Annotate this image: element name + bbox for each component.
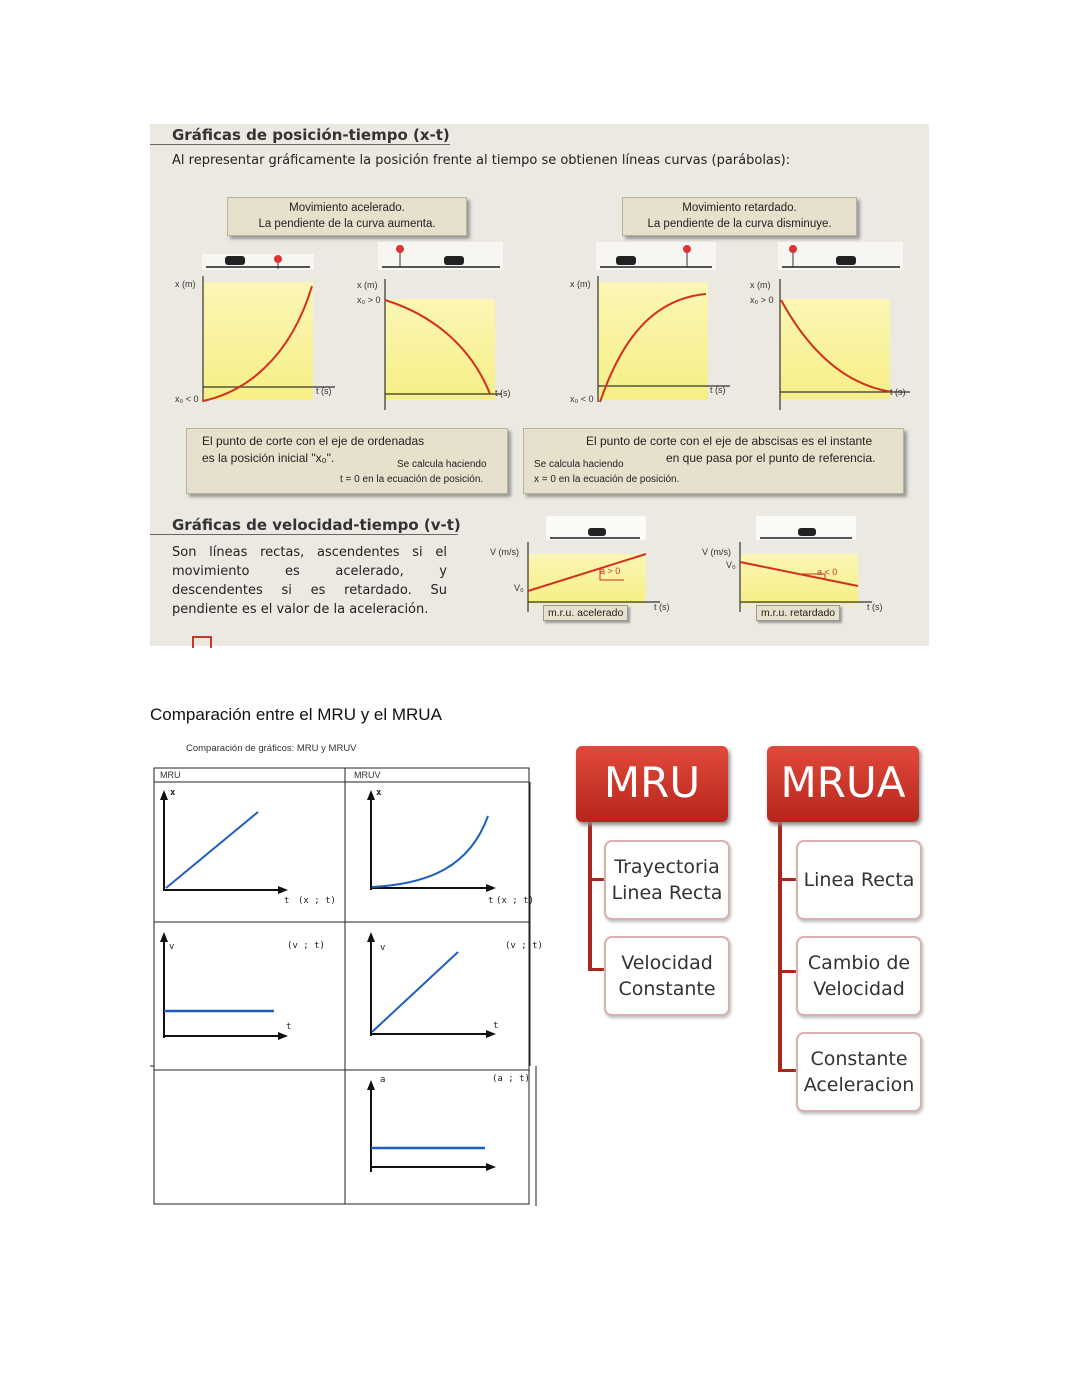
graph-accelerated-neg-x0: [202, 254, 335, 402]
column-mruv-label: MRUV: [354, 770, 381, 780]
note-right-line3: Se calcula haciendo: [534, 459, 624, 470]
axis-t-label: t (s): [890, 387, 906, 397]
note-right-line1: El punto de corte con el eje de abscisas es el instante: [586, 434, 873, 448]
reference-point-icon: [396, 245, 404, 253]
mrua-trajectory-node: [796, 840, 922, 920]
axis-t-label: t (s): [867, 602, 883, 612]
node-line: Velocidad: [621, 952, 713, 974]
node-line: Velocidad: [813, 978, 905, 1000]
axis-x-label: x: [170, 788, 176, 798]
a-negative-label: a < 0: [817, 567, 838, 577]
position-section-title: Gráficas de posición-tiempo (x-t): [172, 126, 450, 144]
axis-t-label: t (s): [654, 602, 670, 612]
mrua-acceleration-node: [796, 1032, 922, 1112]
column-mru-label: MRU: [160, 770, 181, 780]
x0-negative-label: x₀ < 0: [175, 394, 199, 404]
connector-branch: [778, 1069, 798, 1072]
document-icon: [192, 636, 212, 648]
axis-v-label: v: [169, 942, 175, 952]
tag-mruv-vt: (v ; t): [505, 941, 543, 951]
connector-mrua: [778, 820, 782, 1072]
axis-t-label: t: [488, 896, 494, 906]
note-right-line2: en que pasa por el punto de referencia.: [666, 451, 876, 465]
note-abscissa-intercept: [523, 428, 904, 494]
x0-positive-label: x₀ > 0: [750, 295, 774, 305]
reference-point-icon: [789, 245, 797, 253]
axis-v-label: v: [380, 943, 386, 953]
tag-mru-vt: (v ; t): [287, 941, 325, 951]
axis-x-label: x: [376, 788, 382, 798]
axis-v-label: V (m/s): [702, 547, 731, 557]
comparison-table: [150, 766, 542, 1208]
comparison-heading: Comparación entre el MRU y el MRUA: [150, 705, 442, 724]
graph-accelerated-pos-x0: [778, 242, 910, 410]
section-underline: [150, 534, 458, 535]
axis-a-label: a: [380, 1075, 386, 1085]
note-left-line4: t = 0 en la ecuación de posición.: [340, 474, 484, 485]
mrua-header: MRUA: [767, 746, 919, 822]
reference-point-icon: [274, 255, 282, 263]
x0-positive-label: x₀ > 0: [357, 295, 381, 305]
kinematics-panel: [150, 124, 929, 646]
car-icon: [588, 528, 606, 536]
a-positive-label: a > 0: [600, 566, 621, 576]
graph-velocity-retarded: [740, 516, 872, 612]
label-retarded: m.r.u. retardado: [756, 605, 840, 621]
mrua-velocity-change-node: [796, 936, 922, 1016]
car-icon: [836, 256, 856, 265]
node-line: Constante: [810, 1048, 908, 1070]
node-line: Constante: [618, 978, 716, 1000]
callout-accelerated-line2: La pendiente de la curva aumenta.: [258, 218, 436, 230]
velocity-description: Son líneas rectas, ascendentes si el movimiento es acelerado, y descendentes si es retardado. Su pendiente es el valor de la aceleración.: [172, 545, 447, 617]
mruv-position-graph: [367, 790, 496, 892]
reference-point-icon: [683, 245, 691, 253]
callout-retarded: [622, 197, 857, 236]
note-left-line1: El punto de corte con el eje de ordenadas: [202, 434, 425, 448]
comparison-subtitle: Comparación de gráficos: MRU y MRUV: [186, 743, 357, 754]
node-line: Cambio de: [807, 952, 911, 974]
v0-label: V₀: [726, 560, 736, 570]
node-line: Trayectoria: [614, 856, 720, 878]
tag-mruv-at: (a ; t): [492, 1074, 530, 1084]
callout-retarded-line1: Movimiento retardado.: [682, 202, 797, 214]
note-ordinate-intercept: [186, 428, 508, 494]
x0-negative-label: x₀ < 0: [570, 394, 594, 404]
connector-branch: [778, 878, 798, 881]
axis-x-label: x (m): [750, 280, 771, 290]
axis-v-label: V (m/s): [490, 547, 519, 557]
mruv-velocity-graph: [367, 932, 499, 1038]
note-left-line3: Se calcula haciendo: [397, 459, 487, 470]
car-icon: [225, 256, 245, 265]
axis-t-label: t (s): [316, 386, 332, 396]
callout-retarded-line2: La pendiente de la curva disminuye.: [647, 218, 832, 230]
section-underline: [150, 144, 450, 145]
graph-velocity-accelerated: [528, 516, 660, 612]
axis-t-label: t (s): [495, 388, 511, 398]
note-left-line2: es la posición inicial "x₀".: [202, 451, 335, 465]
node-line: Linea Recta: [803, 869, 915, 891]
axis-x-label: x (m): [175, 279, 196, 289]
node-line: Linea Recta: [611, 882, 723, 904]
callout-accelerated: [227, 197, 467, 236]
v0-label: V₀: [514, 583, 524, 593]
car-icon: [444, 256, 464, 265]
axis-t-label: t: [493, 1021, 499, 1031]
tag-mru-xt: (x ; t): [298, 896, 336, 906]
axis-x-label: x (m): [570, 279, 591, 289]
position-time-graphs: [150, 234, 929, 424]
mru-header: MRU: [576, 746, 728, 822]
callout-accelerated-line1: Movimiento acelerado.: [289, 202, 405, 214]
note-right-line4: x = 0 en la ecuación de posición.: [534, 474, 680, 485]
car-icon: [616, 256, 636, 265]
mru-velocity-graph: [160, 932, 288, 1040]
position-intro: Al representar gráficamente la posición frente al tiempo se obtienen líneas curvas (parábolas):: [172, 153, 791, 168]
connector-mru: [588, 820, 592, 970]
axis-x-label: x (m): [357, 280, 378, 290]
velocity-section-title: Gráficas de velocidad-tiempo (v-t): [172, 516, 461, 534]
connector-branch: [778, 970, 798, 973]
mru-trajectory-node: [604, 840, 730, 920]
mru-position-graph: [160, 790, 288, 894]
axis-t-label: t (s): [710, 385, 726, 395]
label-accelerated: m.r.u. acelerado: [543, 605, 628, 621]
car-icon: [798, 528, 816, 536]
tag-mruv-xt: (x ; t): [496, 896, 534, 906]
graph-retarded-pos-x0: [378, 242, 503, 410]
node-line: Aceleracion: [803, 1074, 915, 1096]
mruv-acceleration-graph: [367, 1080, 496, 1172]
mru-velocity-node: [604, 936, 730, 1016]
axis-t-label: t: [284, 896, 290, 906]
graph-retarded-neg-x0: [596, 242, 730, 402]
axis-t-label: t: [286, 1022, 292, 1032]
